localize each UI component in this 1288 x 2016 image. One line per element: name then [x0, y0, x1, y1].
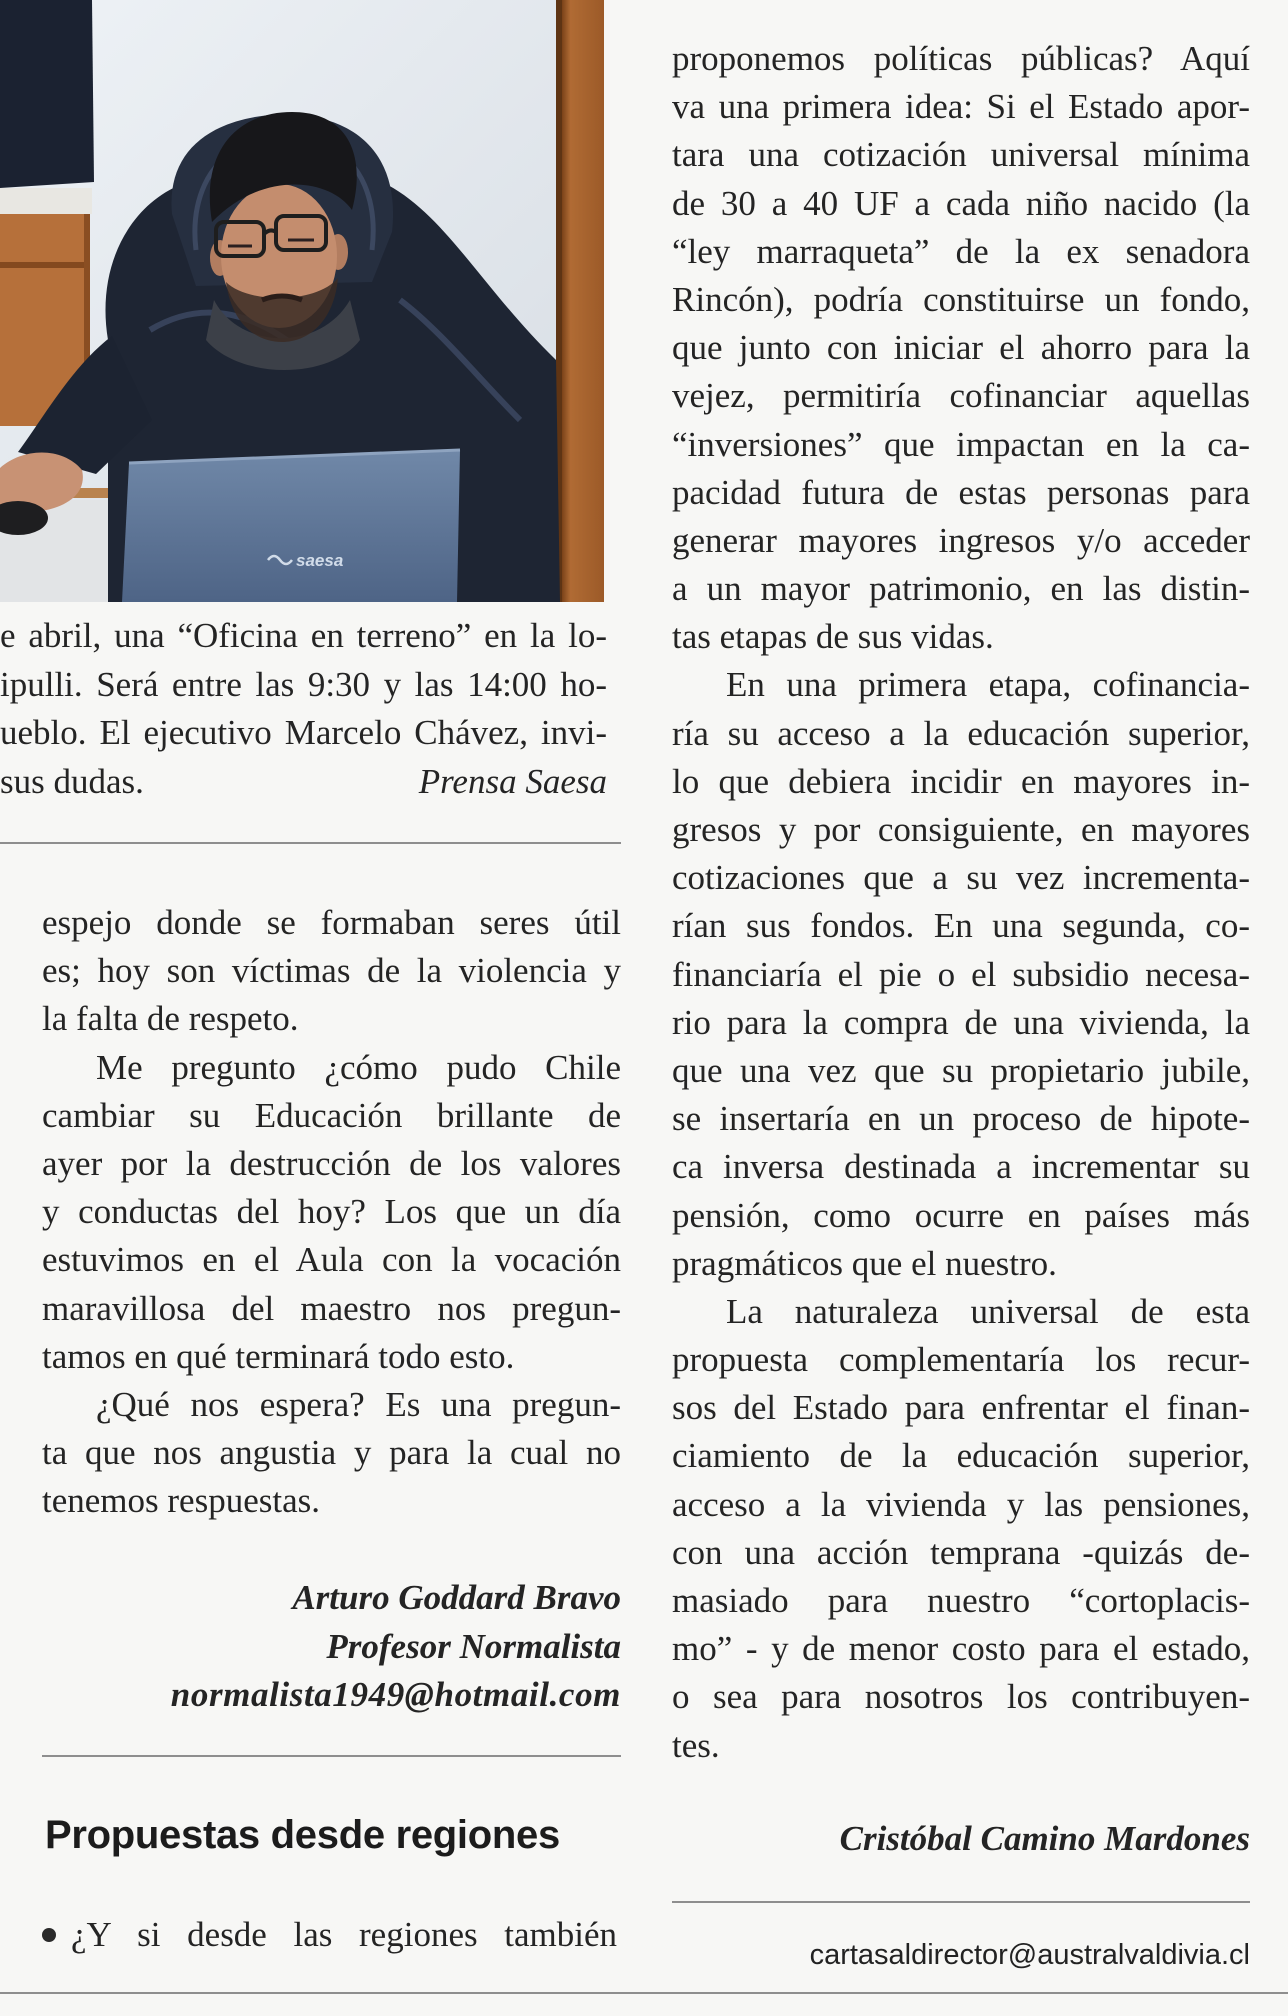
paragraph [672, 1288, 1250, 1770]
text-line: que una vez que su propietario jubile, [672, 1050, 1250, 1090]
text-line: espejo donde se formaban seres útil [42, 903, 621, 942]
text-line: tenemos respuestas. [42, 1481, 320, 1521]
text-line: proponemos políticas públicas? Aquí [672, 39, 1250, 78]
divider [0, 842, 621, 844]
text-line: se insertaría en un proceso de hipote- [672, 1099, 1250, 1139]
text-line: con una acción temprana -quizás de- [672, 1532, 1250, 1572]
section-lead-line: ¿Y si desde las regiones también [71, 1915, 617, 1954]
signature-title: Profesor Normalista [326, 1626, 621, 1666]
text-line: “ley marraqueta” de la ex senadora [672, 231, 1250, 271]
laptop [122, 450, 460, 602]
text-line: tamos en qué terminará todo esto. [42, 1336, 515, 1376]
text-line: Me pregunto ¿cómo pudo Chile [96, 1047, 621, 1087]
text-line: Rincón), podría constituirse un fondo, [672, 279, 1250, 319]
text-line: y conductas del hoy? Los que un día [42, 1192, 621, 1232]
bottom-divider [0, 1992, 1288, 1994]
letter-body [42, 899, 621, 1525]
text-line: maravillosa del maestro nos pregun- [42, 1288, 621, 1328]
caption-text: sus dudas. [0, 761, 144, 801]
letter-body [672, 35, 1250, 1770]
text-line: estuvimos en el Aula con la vocación [42, 1240, 621, 1280]
photo-door-frame [562, 0, 604, 602]
paragraph [672, 661, 1250, 1287]
text-line: es; hoy son víctimas de la violencia y [42, 951, 621, 991]
text-line: En una primera etapa, cofinancia- [726, 665, 1250, 705]
text-line: rio para la compra de una vivienda, la [672, 1002, 1250, 1042]
laptop-logo-text: saesa [296, 551, 344, 570]
text-line: gresos y por consiguiente, en mayores [672, 810, 1250, 849]
photo-shelf [0, 188, 92, 214]
text-line: pragmáticos que el nuestro. [672, 1243, 1057, 1283]
news-photo [0, 0, 604, 602]
text-line: acceso a la vivienda y las pensiones, [672, 1484, 1250, 1524]
text-line: rían sus fondos. En una segunda, co- [672, 906, 1250, 946]
text-line: tas etapas de sus vidas. [672, 617, 994, 657]
paragraph [42, 899, 621, 1044]
divider [42, 1755, 621, 1757]
photo-dark-object [0, 0, 94, 188]
text-line: masiado para nuestro “cortoplacis- [672, 1581, 1250, 1620]
text-line: tes. [672, 1725, 720, 1765]
text-line: cambiar su Educación brillante de [42, 1095, 621, 1135]
caption-line: ipulli. Será entre las 9:30 y las 14:00 ho- [0, 664, 607, 704]
caption-line [0, 758, 607, 807]
text-line: va una primera idea: Si el Estado apor- [672, 87, 1250, 127]
text-line: La naturaleza universal de esta [726, 1291, 1250, 1331]
text-line: propuesta complementaría los recur- [672, 1340, 1250, 1380]
text-line: la falta de respeto. [42, 999, 299, 1039]
text-line: vejez, permitiría cofinanciar aquellas [672, 376, 1250, 416]
section-heading: Propuestas desde regiones [45, 1813, 560, 1857]
text-line: generar mayores ingresos y/o acceder [672, 520, 1250, 560]
text-line: ciamiento de la educación superior, [672, 1436, 1250, 1476]
text-line: o sea para nosotros los contribuyen- [672, 1677, 1250, 1717]
paragraph [42, 1044, 621, 1381]
caption-line: e abril, una “Oficina en terreno” en la lo- [0, 616, 607, 655]
text-line: “inversiones” que impactan en la ca- [672, 424, 1250, 464]
text-line: de 30 a 40 UF a cada niño nacido (la [672, 183, 1250, 223]
text-line: financiaría el pie o el subsidio necesa- [672, 954, 1250, 994]
text-line: cotizaciones que a su vez incrementa- [672, 858, 1250, 898]
text-line: ta que nos angustia y para la cual no [42, 1433, 621, 1473]
contact-email[interactable]: cartasaldirector@australvaldivia.cl [809, 1939, 1250, 1971]
text-line: a un mayor patrimonio, en las distin- [672, 569, 1250, 609]
letter-signature: Cristóbal Camino Mardones [839, 1819, 1250, 1858]
text-line: sos del Estado para enfrentar el finan- [672, 1388, 1250, 1428]
text-line: lo que debiera incidir en mayores in- [672, 761, 1250, 801]
text-line: mo” - y de menor costo para el estado, [672, 1629, 1250, 1669]
paragraph [672, 35, 1250, 661]
photo-caption [0, 612, 607, 806]
text-line: ría su acceso a la educación superior, [672, 713, 1250, 753]
paragraph [42, 1381, 621, 1526]
text-line: ¿Qué nos espera? Es una pregun- [96, 1384, 621, 1424]
text-line: ca inversa destinada a incrementar su [672, 1147, 1250, 1187]
signature-name: Arturo Goddard Bravo [292, 1578, 621, 1617]
bullet-icon [42, 1928, 56, 1942]
letter-signature [42, 1574, 621, 1720]
signature-email: normalista1949@hotmail.com [170, 1675, 621, 1714]
text-line: pacidad futura de estas personas para [672, 472, 1250, 512]
divider [672, 1901, 1250, 1903]
photo-credit: Prensa Saesa [418, 761, 607, 801]
text-line: tara una cotización universal mínima [672, 135, 1250, 175]
text-line: que junto con iniciar el ahorro para la [672, 328, 1250, 368]
text-line: ayer por la destrucción de los valores [42, 1143, 621, 1183]
text-line: pensión, como ocurre en países más [672, 1195, 1250, 1235]
caption-line: ueblo. El ejecutivo Marcelo Chávez, invi- [0, 713, 607, 752]
